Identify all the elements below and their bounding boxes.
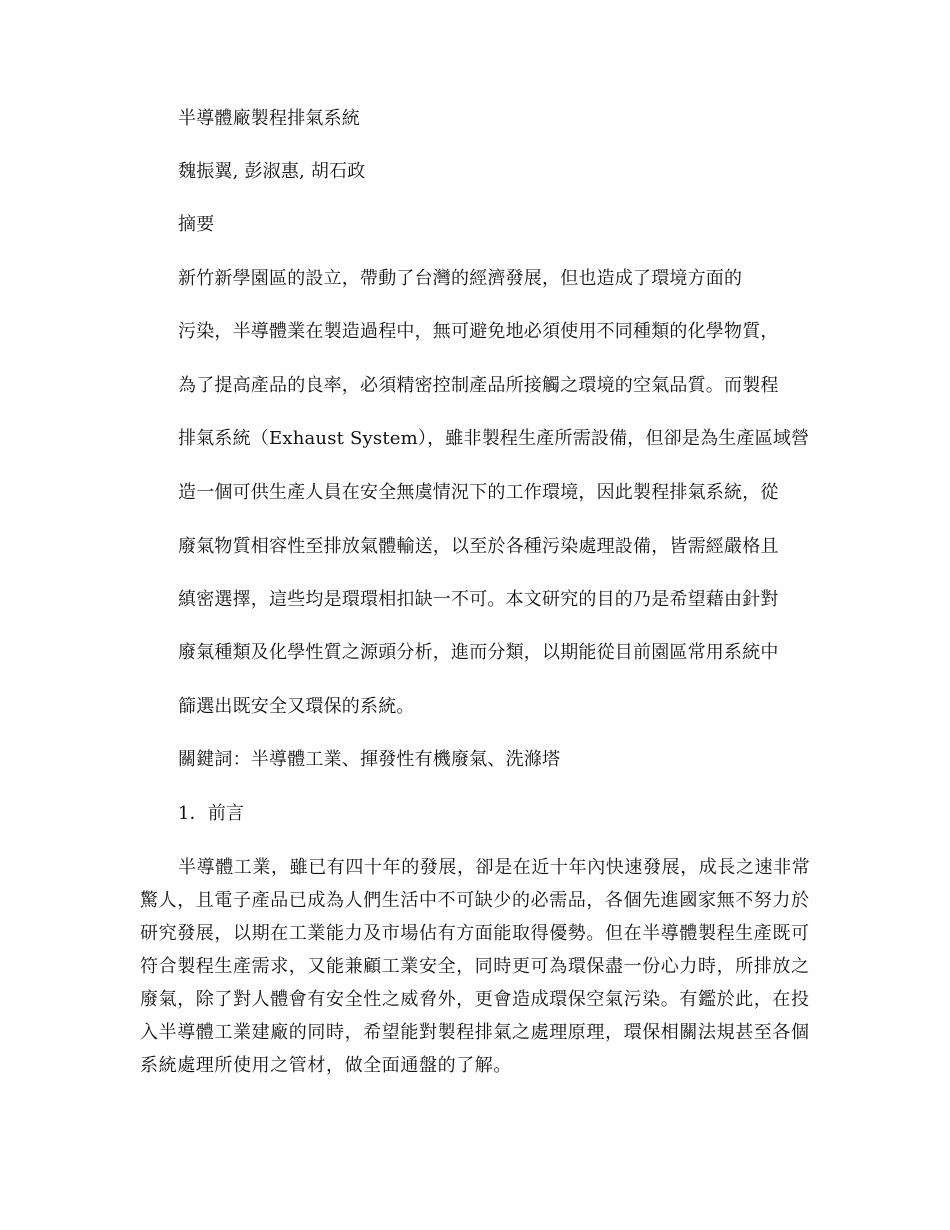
body-line: 符合製程生產需求，又能兼顧工業安全，同時更可為環保盡一份心力時，所排放之 xyxy=(140,956,810,977)
author-list: 魏振翼, 彭淑惠, 胡石政 xyxy=(178,161,366,182)
abstract-line: 新竹新學園區的設立，帶動了台灣的經濟發展，但也造成了環境方面的 xyxy=(178,268,743,289)
abstract-line: 篩選出既安全又環保的系統。 xyxy=(178,696,415,717)
paper-title: 半導體廠製程排氣系統 xyxy=(178,108,360,129)
section-heading: 1．前言 xyxy=(178,803,245,824)
body-line: 系統處理所使用之管材，做全面通盤的了解。 xyxy=(140,1055,512,1076)
body-line: 廢氣，除了對人體會有安全性之威脅外，更會造成環保空氣污染。有鑑於此，在投 xyxy=(140,989,810,1010)
abstract-line: 排氣系統（Exhaust System），雖非製程生產所需設備，但卻是為生產區域營 xyxy=(178,428,810,449)
body-line: 入半導體工業建廠的同時，希望能對製程排氣之處理原理，環保相關法規甚至各個 xyxy=(140,1022,810,1043)
body-line: 半導體工業，雖已有四十年的發展，卻是在近十年內快速發展，成長之速非常 xyxy=(178,857,811,878)
abstract-line: 廢氣物質相容性至排放氣體輸送，以至於各種污染處理設備，皆需經嚴格且 xyxy=(178,536,779,557)
abstract-line: 為了提高產品的良率，必須精密控制產品所接觸之環境的空氣品質。而製程 xyxy=(178,375,779,396)
abstract-line: 縝密選擇，這些均是環環相扣缺一不可。本文研究的目的乃是希望藉由針對 xyxy=(178,589,779,610)
abstract-heading: 摘要 xyxy=(178,214,215,235)
abstract-line: 造一個可供生產人員在安全無虞情況下的工作環境，因此製程排氣系統，從 xyxy=(178,482,779,503)
keywords: 關鍵詞：半導體工業、揮發性有機廢氣、洗滌塔 xyxy=(178,749,561,770)
abstract-line: 廢氣種類及化學性質之源頭分析，進而分類，以期能從目前園區常用系統中 xyxy=(178,642,779,663)
abstract-line: 污染，半導體業在製造過程中，無可避免地必須使用不同種類的化學物質， xyxy=(178,321,779,342)
body-line: 驚人，且電子產品已成為人們生活中不可缺少的必需品，各個先進國家無不努力於 xyxy=(140,890,810,911)
body-line: 研究發展，以期在工業能力及市場佔有方面能取得優勢。但在半導體製程生產既可 xyxy=(140,923,810,944)
